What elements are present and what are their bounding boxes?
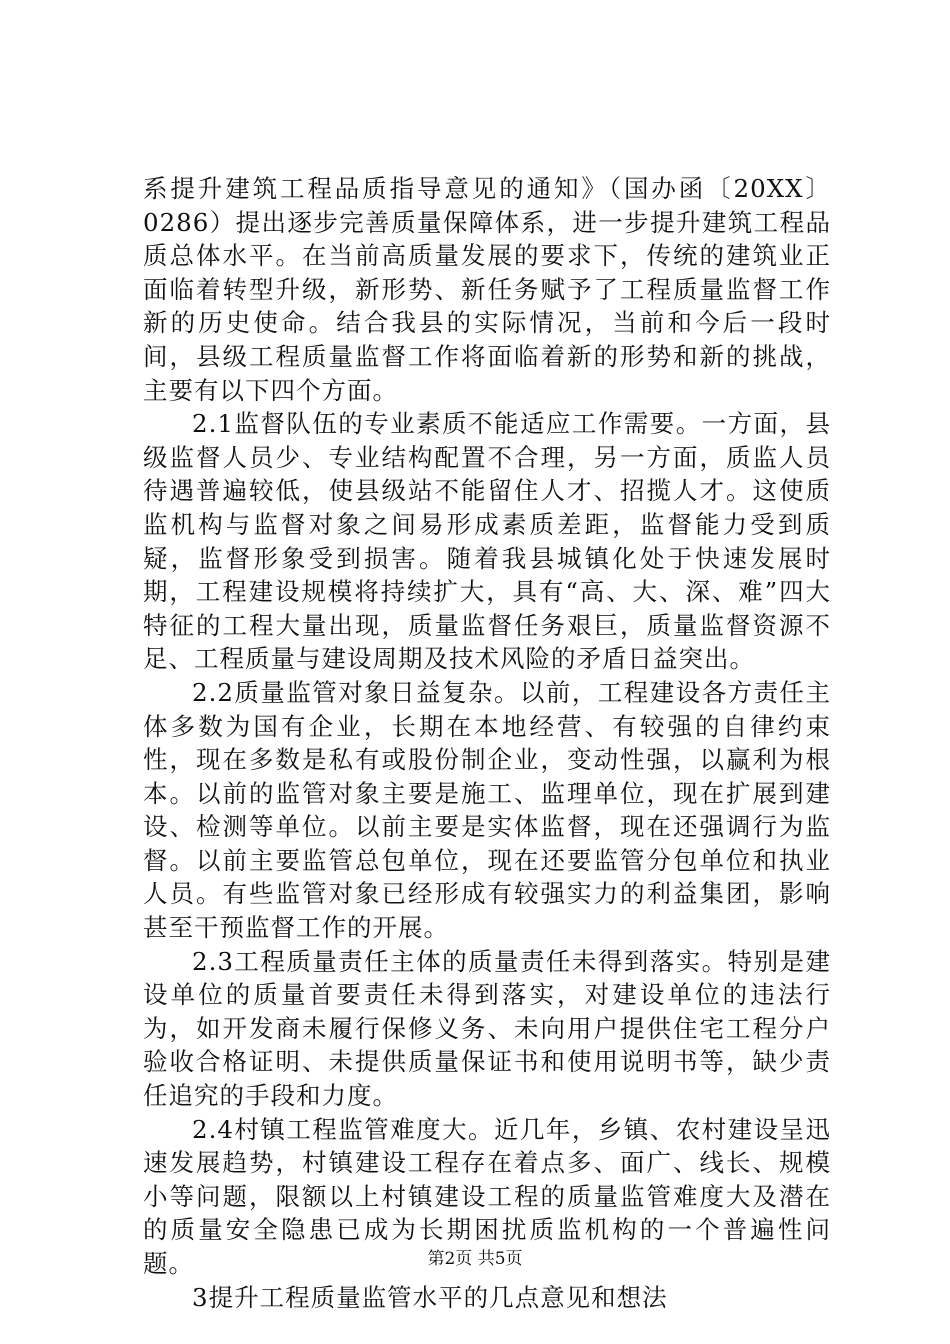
section-heading-3: 3提升工程质量监管水平的几点意见和想法 <box>192 1282 668 1312</box>
document-body <box>143 172 831 1314</box>
paragraph-2-2: 2.2质量监管对象日益复杂。以前，工程建设各方责任主体多数为国有企业，长期在本地经营、有较强的自律约束性，现在多数是私有或股份制企业，变动性强，以赢利为根本。以前的监管对象主要是施工、监理单位，现在扩展到建设、检测等单位。以前主要是实体监督，现在还强调行为监督。以前主要监管总包单位，现在还要监管分包单位和执业人员。有些监管对象已经形成有较强实力的利益集团，影响甚至干预监督工作的开展。 <box>143 677 831 943</box>
paragraph-2-1: 2.1监督队伍的专业素质不能适应工作需要。一方面，县级监督人员少、专业结构配置不合理，另一方面，质监人员待遇普遍较低，使县级站不能留住人才、招揽人才。这使质监机构与监督对象之间易形成素质差距，监督能力受到质疑，监督形象受到损害。随着我县城镇化处于快速发展时期，工程建设规模将持续扩大，具有“高、大、深、难”四大特征的工程大量出现，质量监督任务艰巨，质量监督资源不足、工程质量与建设周期及技术风险的矛盾日益突出。 <box>143 409 831 674</box>
paragraph-2-4: 2.4村镇工程监管难度大。近几年，乡镇、农村建设呈迅速发展趋势，村镇建设工程存在着点多、面广、线长、规模小等问题，限额以上村镇建设工程的质量监管难度大及潜在的质量安全隐患已成为长期困扰质监机构的一个普遍性问题。 <box>143 1114 831 1278</box>
page-number-footer: 第2页 共5页 <box>427 1249 523 1269</box>
paragraph-2-3: 2.3工程质量责任主体的质量责任未得到落实。特别是建设单位的质量首要责任未得到落实，对建设单位的违法行为，如开发商未履行保修义务、未向用户提供住宅工程分户验收合格证明、未提供质量保证书和使用说明书等，缺少责任追究的手段和力度。 <box>143 946 831 1111</box>
paragraph-intro: 系提升建筑工程品质指导意见的通知》（国办函〔20XX〕0286）提出逐步完善质量保障体系，进一步提升建筑工程品质总体水平。在当前高质量发展的要求下，传统的建筑业正面临着转型升级，新形势、新任务赋予了工程质量监督工作新的历史使命。结合我县的实际情况，当前和今后一段时间，县级工程质量监督工作将面临着新的形势和新的挑战，主要有以下四个方面。 <box>143 174 831 405</box>
